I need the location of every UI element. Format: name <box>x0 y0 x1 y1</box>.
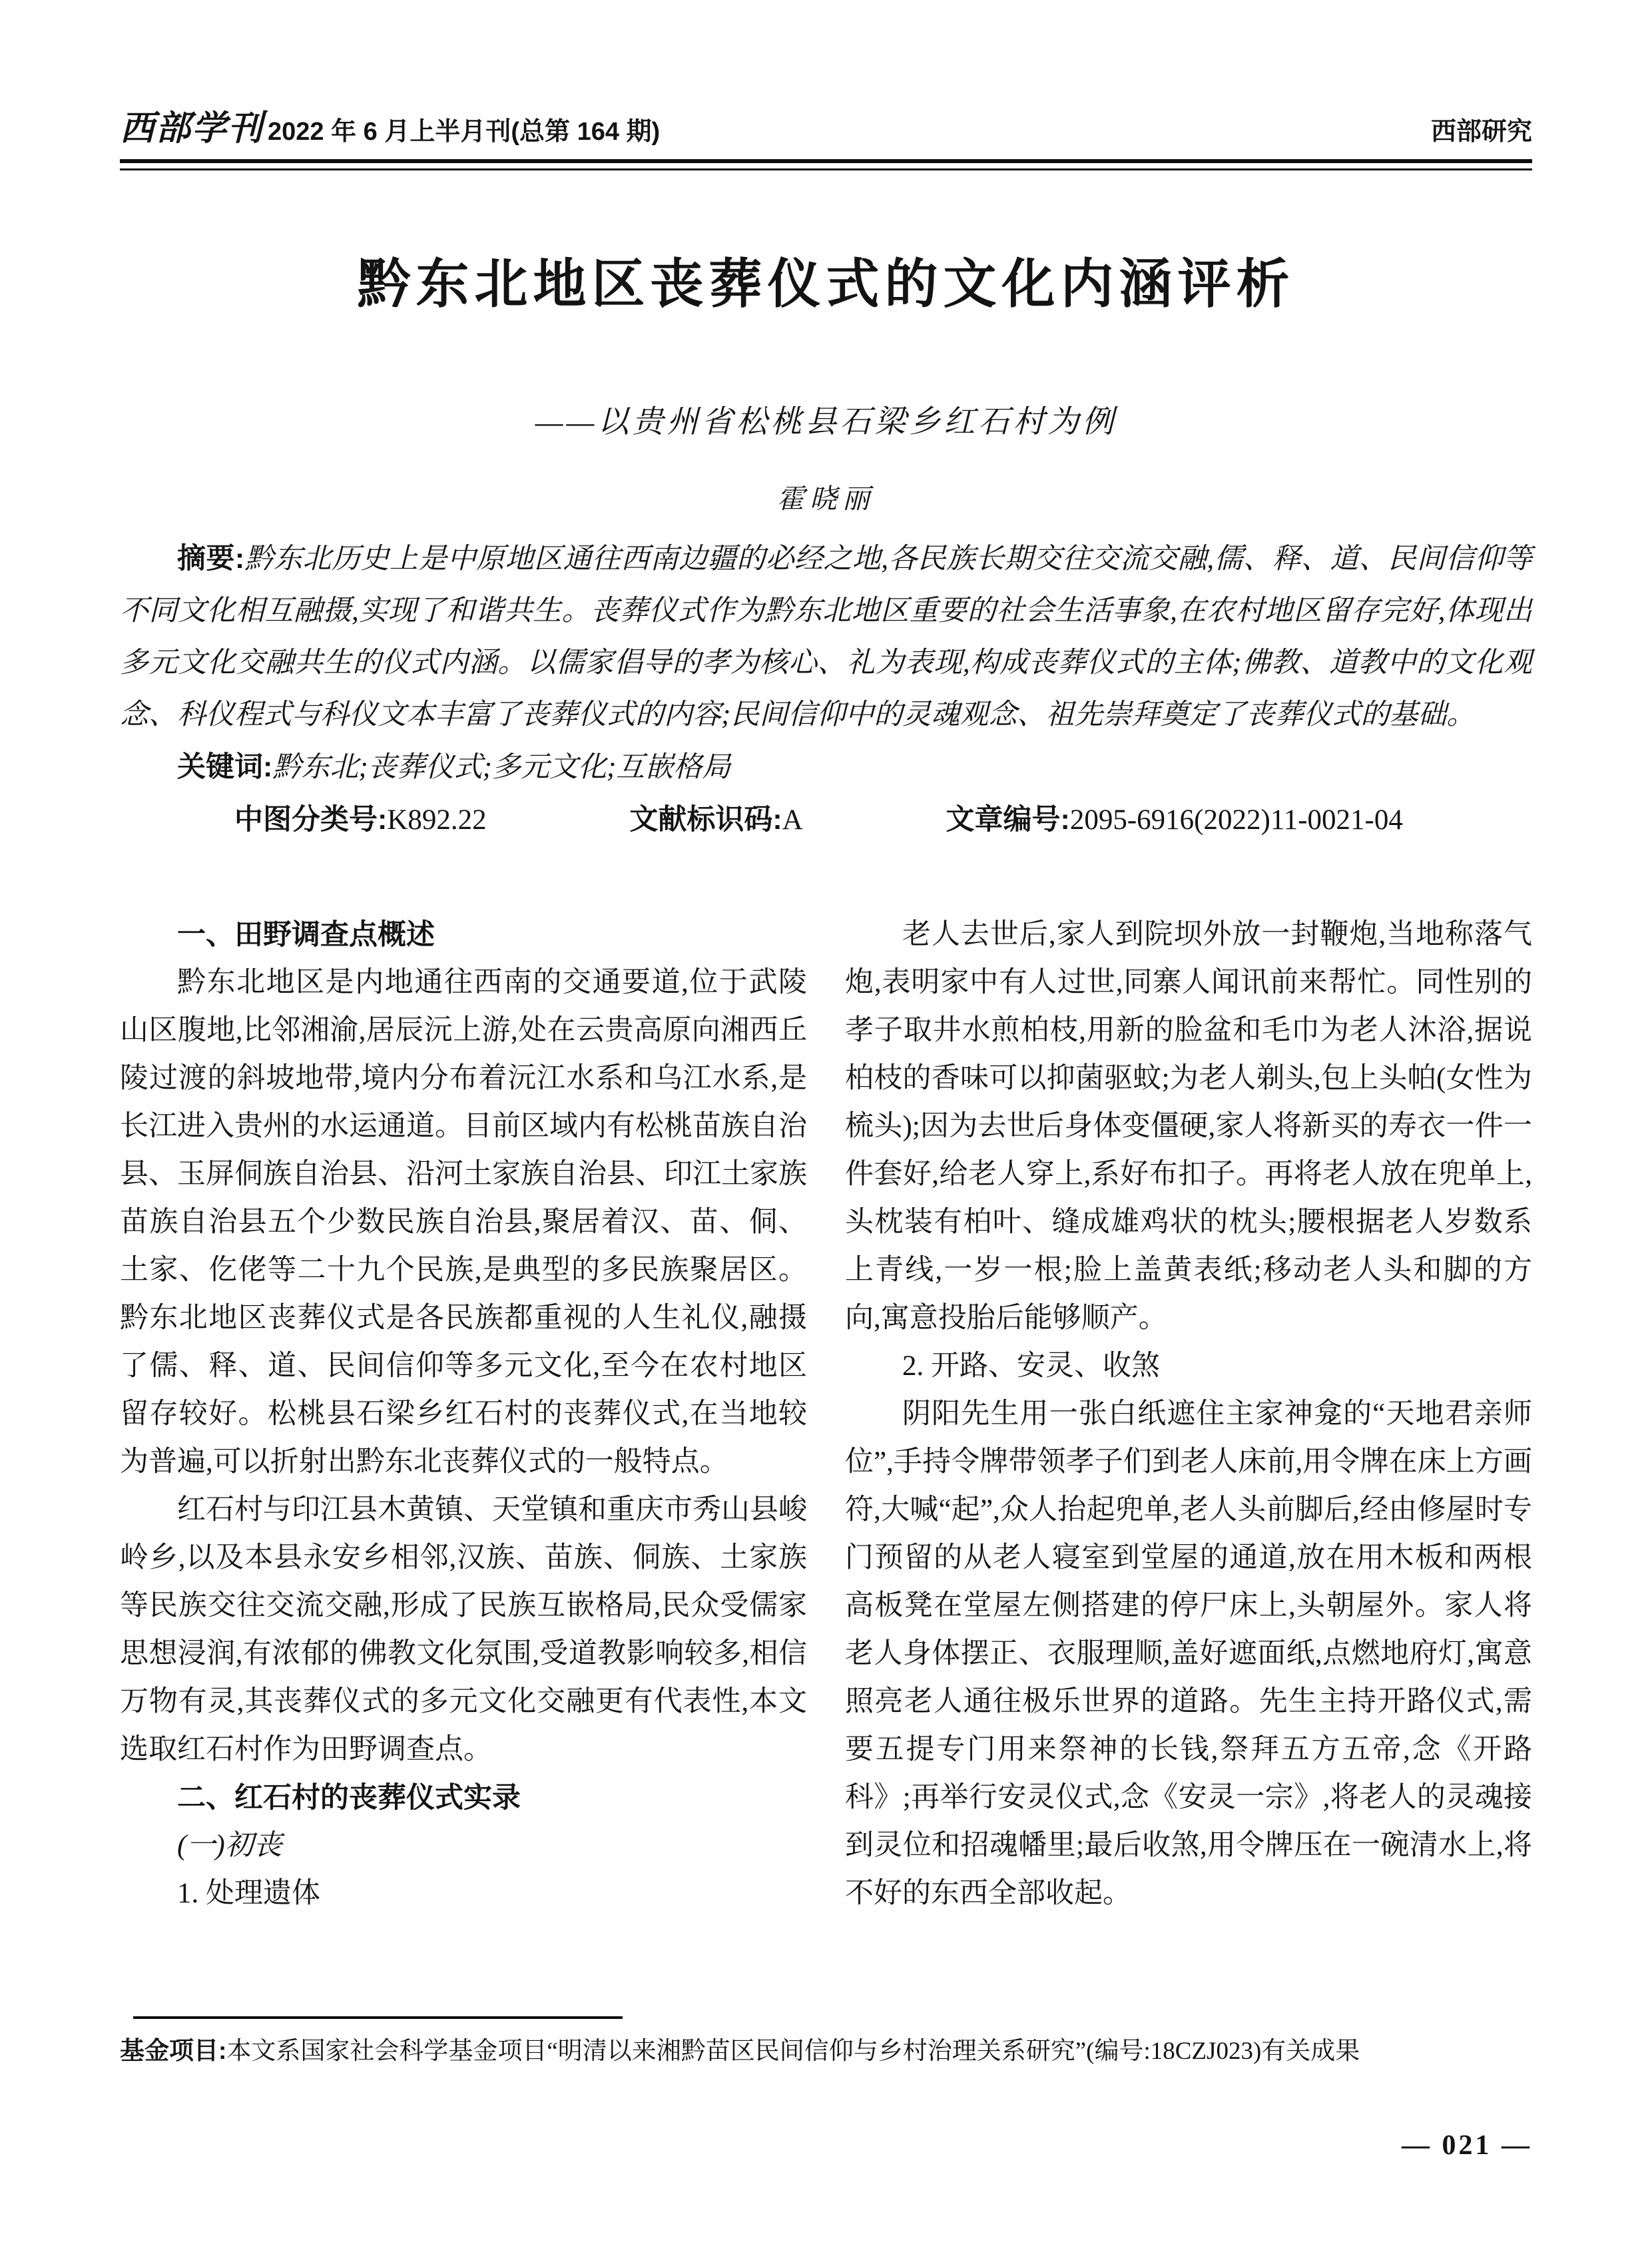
fund-label: 基金项目: <box>120 2037 227 2064</box>
article-title: 黔东北地区丧葬仪式的文化内涵评析 <box>357 256 1295 314</box>
clc-label: 中图分类号: <box>234 804 388 836</box>
doc-code-label: 文献标识码: <box>629 804 782 836</box>
header-line <box>120 100 1532 150</box>
header-double-rule <box>120 159 1532 170</box>
keywords-text: 黔东北;丧葬仪式;多元文化;互嵌格局 <box>272 752 731 783</box>
header-left <box>120 100 660 150</box>
left-paragraph-1: 黔东北地区是内地通往西南的交通要道,位于武陵山区腹地,比邻湘渝,居辰沅上游,处在云贵高原向湘西丘陵过渡的斜坡地带,境内分布着沅江水系和乌江水系,是长江进入贵州的水运通道。目前区域内有松桃苗族自治县、玉屏侗族自治县、沿河土家族自治县、印江土家族苗族自治县五个少数民族自治县,聚居着汉、苗、侗、土家、仡佬等二十九个民族,是典型的多民族聚居区。黔东北地区丧葬仪式是各民族都重视的人生礼仪,融摄了儒、释、道、民间信仰等多元文化,至今在农村地区留存较好。松桃县石梁乡红石村的丧葬仪式,在当地较为普遍,可以折射出黔东北丧葬仪式的一般特点。 <box>120 967 807 1478</box>
right-column <box>845 911 1532 2020</box>
journal-logo: 西部学刊 <box>120 108 264 148</box>
clc-pair <box>177 794 487 846</box>
abstract <box>120 533 1532 741</box>
article-subtitle: ——以贵州省松桃县石梁乡红石村为例 <box>535 405 1117 439</box>
subsection-heading-2: 1. 处理遗体 <box>177 1878 320 1909</box>
keywords-label: 关键词: <box>177 751 273 783</box>
issue-info: 2022 年 6 月上半月刊(总第 164 期) <box>268 118 661 146</box>
article-no-pair <box>889 794 1403 846</box>
abstract-text: 黔东北历史上是中原地区通往西南边疆的必经之地,各民族长期交往交流交融,儒、释、道、民间信仰等不同文化相互融摄,实现了和谐共生。丧葬仪式作为黔东北地区重要的社会生活事象,在农村地区留存完好,体现出多元文化交融共生的仪式内涵。以儒家倡导的孝为核心、礼为表现,构成丧葬仪式的主体;佛教、道教中的文化观念、科仪程式与科仪文本丰富了丧葬仪式的内容;民间信仰中的灵魂观念、祖先崇拜奠定了丧葬仪式的基础。 <box>120 543 1532 730</box>
left-paragraph-2: 红石村与印江县木黄镇、天堂镇和重庆市秀山县峻岭乡,以及本县永安乡相邻,汉族、苗族、侗族、土家族等民族交往交流交融,形成了民族互嵌格局,民众受儒家思想浸润,有浓郁的佛教文化氛围,受道教影响较多,相信万物有灵,其丧葬仪式的多元文化交融更有代表性,本文选取红石村作为田野调查点。 <box>120 1494 807 1765</box>
classification-line <box>120 794 1532 846</box>
footnote-rule <box>133 2016 623 2019</box>
left-column <box>120 911 807 2020</box>
fund-note <box>120 2034 1532 2069</box>
page-number: — 021 — <box>1402 2130 1532 2161</box>
front-matter <box>120 533 1532 846</box>
journal-header <box>120 100 1532 170</box>
footnote-area <box>120 2016 1532 2069</box>
section-label: 西部研究 <box>1430 118 1532 146</box>
fund-text: 本文系国家社会科学基金项目“明清以来湘黔苗区民间信仰与乡村治理关系研究”(编号:18CZJ023)有关成果 <box>226 2038 1360 2065</box>
subsection-heading-1: (一)初丧 <box>177 1830 282 1861</box>
subsection-heading-3: 2. 开路、安灵、收煞 <box>902 1350 1160 1382</box>
article-body <box>120 911 1532 2020</box>
section-heading-1: 一、田野调查点概述 <box>177 919 435 951</box>
abstract-label: 摘要: <box>177 543 245 575</box>
right-paragraph-2: 阴阳先生用一张白纸遮住主家神龛的“天地君亲师位”,手持令牌带领孝子们到老人床前,用令牌在床上方画符,大喊“起”,众人抬起兜单,老人头前脚后,经由修屋时专门预留的从老人寝室到堂屋的通道,放在用木板和两根高板凳在堂屋左侧搭建的停尸床上,头朝屋外。家人将老人身体摆正、衣服理顺,盖好遮面纸,点燃地府灯,寓意照亮老人通往极乐世界的道路。先生主持开路仪式,需要五提专门用来祭神的长钱,祭拜五方五帝,念《开路科》;再举行安灵仪式,念《安灵一宗》,将老人的灵魂接到灵位和招魂幡里;最后收煞,用令牌压在一碗清水上,将不好的东西全部收起。 <box>845 1398 1532 1909</box>
section-heading-2: 二、红石村的丧葬仪式实录 <box>177 1782 521 1814</box>
right-paragraph-1: 老人去世后,家人到院坝外放一封鞭炮,当地称落气炮,表明家中有人过世,同寨人闻讯前来帮忙。同性别的孝子取井水煎柏枝,用新的脸盆和毛巾为老人沐浴,据说柏枝的香味可以抑菌驱蚊;为老人剃头,包上头帕(女性为梳头);因为去世后身体变僵硬,家人将新买的寿衣一件一件套好,给老人穿上,系好布扣子。再将老人放在兜单上,头枕装有柏叶、缝成雄鸡状的枕头;腰根据老人岁数系上青线,一岁一根;脸上盖黄表纸;移动老人头和脚的方向,寓意投胎后能够顺产。 <box>845 919 1532 1334</box>
doc-code-pair <box>572 794 802 846</box>
keywords-line <box>120 741 1532 794</box>
doc-code-value: A <box>782 804 803 836</box>
article-no-label: 文章编号: <box>946 804 1070 836</box>
article-no-value: 2095-6916(2022)11-0021-04 <box>1069 804 1403 836</box>
author-name: 霍晓丽 <box>777 483 875 514</box>
clc-value: K892.22 <box>387 804 487 836</box>
